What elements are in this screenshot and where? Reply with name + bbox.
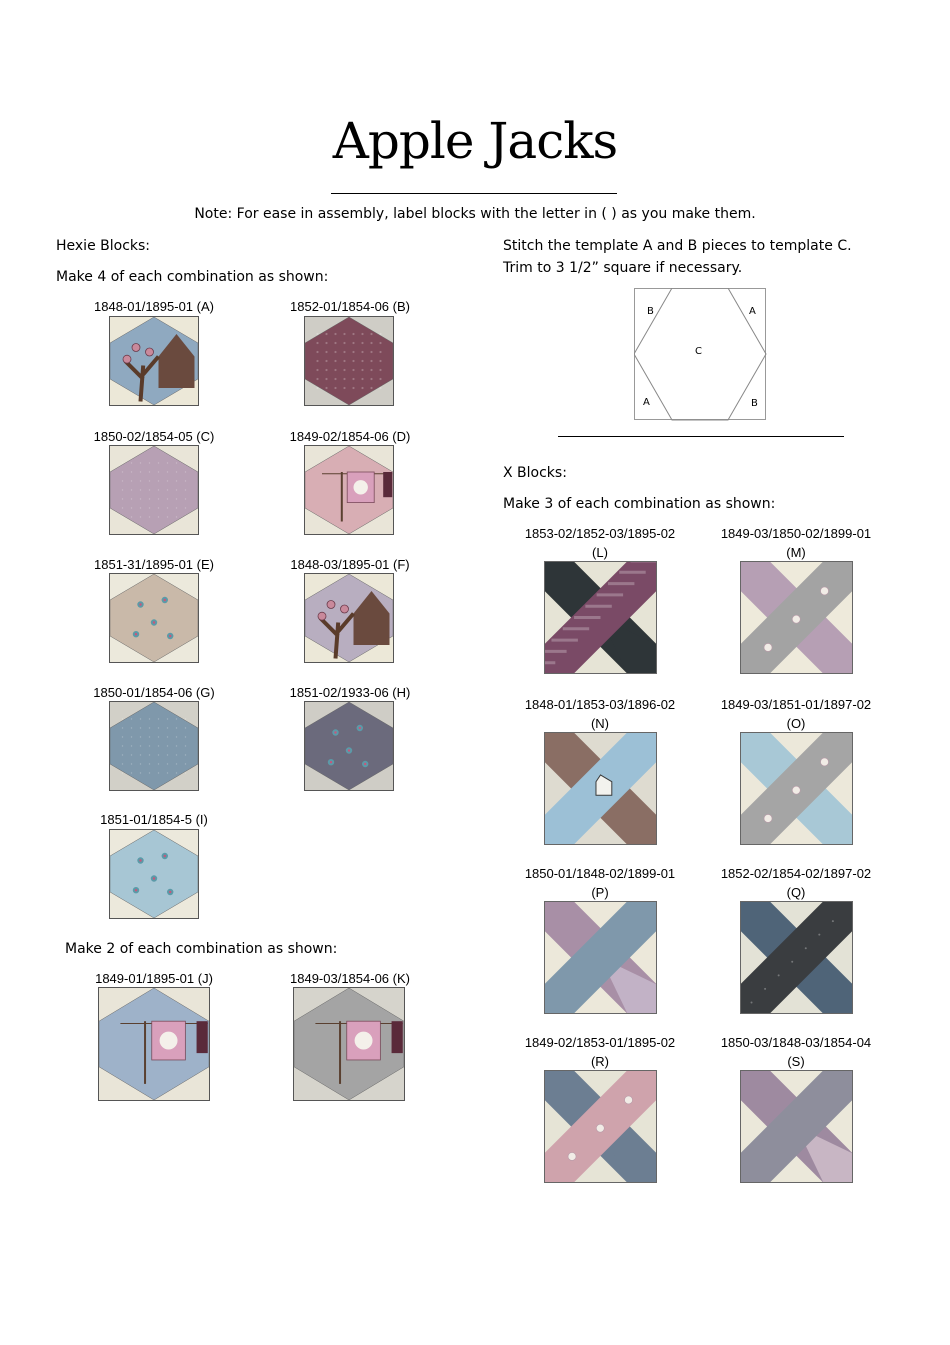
x-label-s	[686, 1033, 906, 1071]
hexie-label-b: 1852-01/1854-06 (B)	[290, 299, 410, 314]
fabric-dot	[140, 507, 141, 508]
x-blocks-heading: X Blocks:	[503, 465, 567, 481]
hexie-block-k	[293, 987, 405, 1101]
flower-center	[169, 635, 171, 637]
fabric-dot	[149, 498, 150, 499]
fabric-dot	[122, 489, 123, 490]
x-code-l: 1853-02/1852-03/1895-02	[524, 526, 676, 541]
fabric-dot	[343, 378, 345, 380]
fabric-dot	[185, 480, 186, 481]
fabric-dot	[167, 498, 168, 499]
hanging-cloth-icon	[197, 1021, 208, 1053]
fabric-dot	[379, 387, 381, 389]
hexie-make4-instruction: Make 4 of each combination as shown:	[56, 269, 329, 285]
hexie-label-g: 1850-01/1854-06 (G)	[93, 685, 215, 700]
fabric-dot	[122, 727, 123, 728]
template-label-top-left: B	[647, 306, 654, 317]
fabric-dot	[149, 471, 150, 472]
x-block-p	[544, 901, 657, 1014]
fabric-dot	[343, 351, 345, 353]
fabric-dot	[131, 480, 132, 481]
fabric-dot	[158, 507, 159, 508]
fabric-dot	[122, 480, 123, 481]
fabric-dot	[325, 369, 327, 371]
fabric-dot	[149, 718, 150, 719]
hexie-label-e: 1851-31/1895-01 (E)	[94, 557, 214, 572]
flower-icon	[596, 1124, 604, 1132]
blossom-icon	[132, 344, 140, 352]
flower-center	[153, 621, 155, 623]
hexie-label-c: 1850-02/1854-05 (C)	[93, 429, 215, 444]
x-label-l	[490, 524, 710, 562]
hanging-cloth-icon	[392, 1021, 403, 1053]
fabric-dot	[158, 718, 159, 719]
hexie-label-h: 1851-02/1933-06 (H)	[289, 685, 411, 700]
template-diagram	[634, 288, 767, 421]
hexie-heading: Hexie Blocks:	[56, 238, 151, 254]
hexie-block-f	[304, 573, 394, 663]
x-block-q	[740, 901, 853, 1014]
fabric-dot	[361, 342, 363, 344]
fabric-dot	[370, 378, 372, 380]
fabric-dot	[791, 961, 793, 963]
hexie-block-h	[304, 701, 394, 791]
x-letter-s: (S)	[787, 1054, 805, 1069]
flower-center	[153, 877, 155, 879]
x-block-l	[544, 561, 657, 674]
flower-center	[334, 731, 336, 733]
fabric-dot	[131, 471, 132, 472]
fabric-dot	[379, 351, 381, 353]
fabric-dot	[361, 378, 363, 380]
fabric-dot	[158, 489, 159, 490]
template-instruction-2: Trim to 3 1/2” square if necessary.	[503, 260, 743, 276]
fabric-dot	[131, 507, 132, 508]
fabric-dot	[370, 387, 372, 389]
fabric-dot	[316, 351, 318, 353]
fabric-dot	[122, 498, 123, 499]
flower-center	[330, 761, 332, 763]
fabric-dot	[140, 754, 141, 755]
hexie-label-j: 1849-01/1895-01 (J)	[95, 971, 213, 986]
flower-center	[135, 633, 137, 635]
fabric-dot	[334, 369, 336, 371]
fabric-dot	[361, 333, 363, 335]
x-label-m	[686, 524, 906, 562]
fabric-dot	[167, 489, 168, 490]
fabric-dot	[167, 745, 168, 746]
fabric-dot	[158, 498, 159, 499]
flower-icon	[764, 643, 772, 651]
fabric-dot	[149, 489, 150, 490]
fabric-dot	[167, 480, 168, 481]
x-block-n	[544, 732, 657, 845]
fabric-dot	[334, 342, 336, 344]
x-letter-l: (L)	[592, 545, 608, 560]
hanging-cloth-icon	[383, 472, 392, 497]
fabric-dot	[131, 754, 132, 755]
fabric-dot	[176, 727, 177, 728]
fabric-dot	[352, 387, 354, 389]
fabric-dot	[122, 462, 123, 463]
fabric-dot	[316, 378, 318, 380]
x-letter-n: (N)	[590, 716, 610, 731]
blossom-icon	[327, 601, 335, 609]
fabric-dot	[176, 480, 177, 481]
x-letter-o: (O)	[786, 716, 806, 731]
template-label-top-right: A	[749, 306, 756, 317]
fabric-dot	[334, 360, 336, 362]
hexie-label-i: 1851-01/1854-5 (I)	[100, 812, 208, 827]
x-label-r	[490, 1033, 710, 1071]
fabric-dot	[176, 718, 177, 719]
fabric-dot	[334, 333, 336, 335]
x-block-s	[740, 1070, 853, 1183]
fabric-dot	[751, 1001, 753, 1003]
fabric-dot	[122, 754, 123, 755]
x-code-o: 1849-03/1851-01/1897-02	[720, 697, 872, 712]
title-underline	[331, 193, 617, 194]
fabric-dot	[334, 351, 336, 353]
fabric-dot	[158, 727, 159, 728]
fabric-dot	[764, 988, 766, 990]
quilt-flower-icon	[355, 1032, 373, 1050]
fabric-dot	[158, 736, 159, 737]
fabric-dot	[379, 369, 381, 371]
fabric-dot	[379, 378, 381, 380]
fabric-dot	[352, 369, 354, 371]
blossom-icon	[318, 612, 326, 620]
fabric-dot	[158, 471, 159, 472]
x-code-n: 1848-01/1853-03/1896-02	[524, 697, 676, 712]
fabric-dot	[316, 360, 318, 362]
fabric-dot	[140, 736, 141, 737]
flower-icon	[764, 814, 772, 822]
fabric-dot	[140, 772, 141, 773]
x-letter-p: (P)	[591, 885, 609, 900]
fabric-dot	[185, 718, 186, 719]
fabric-dot	[176, 763, 177, 764]
hexie-block-a	[109, 316, 199, 406]
fabric-dot	[316, 333, 318, 335]
fabric-dot	[185, 507, 186, 508]
hexie-label-k: 1849-03/1854-06 (K)	[290, 971, 410, 986]
hexie-label-f: 1848-03/1895-01 (F)	[290, 557, 410, 572]
hexie-block-i	[109, 829, 199, 919]
x-label-q	[686, 864, 906, 902]
flower-center	[348, 749, 350, 751]
fabric-dot	[149, 480, 150, 481]
fabric-dot	[334, 387, 336, 389]
fabric-dot	[176, 754, 177, 755]
fabric-dot	[352, 333, 354, 335]
hexie-block-b	[304, 316, 394, 406]
fabric-dot	[379, 360, 381, 362]
fabric-dot	[370, 360, 372, 362]
fabric-dot	[140, 718, 141, 719]
flower-center	[139, 859, 141, 861]
fabric-dot	[818, 934, 820, 936]
hexie-label-d: 1849-02/1854-06 (D)	[289, 429, 411, 444]
fabric-dot	[122, 745, 123, 746]
flower-center	[364, 763, 366, 765]
fabric-dot	[122, 718, 123, 719]
fabric-dot	[149, 763, 150, 764]
hexie-block-j	[98, 987, 210, 1101]
flower-icon	[792, 615, 800, 623]
fabric-dot	[176, 507, 177, 508]
fabric-dot	[167, 516, 168, 517]
fabric-dot	[370, 342, 372, 344]
fabric-dot	[325, 342, 327, 344]
fabric-dot	[158, 480, 159, 481]
fabric-dot	[316, 342, 318, 344]
fabric-dot	[131, 489, 132, 490]
fabric-dot	[140, 498, 141, 499]
fabric-dot	[131, 498, 132, 499]
fabric-dot	[131, 736, 132, 737]
fabric-dot	[167, 727, 168, 728]
x-block-o	[740, 732, 853, 845]
fabric-dot	[167, 772, 168, 773]
fabric-dot	[140, 471, 141, 472]
fabric-dot	[176, 772, 177, 773]
hexie-block-e	[109, 573, 199, 663]
fabric-dot	[176, 745, 177, 746]
fabric-dot	[158, 763, 159, 764]
fabric-dot	[325, 351, 327, 353]
flower-icon	[568, 1152, 576, 1160]
fabric-dot	[352, 360, 354, 362]
fabric-dot	[352, 378, 354, 380]
fabric-dot	[140, 516, 141, 517]
fabric-dot	[370, 333, 372, 335]
fabric-dot	[325, 360, 327, 362]
hexie-make2-instruction: Make 2 of each combination as shown:	[65, 941, 338, 957]
fabric-dot	[167, 763, 168, 764]
hexie-block-c	[109, 445, 199, 535]
fabric-dot	[167, 736, 168, 737]
x-letter-r: (R)	[590, 1054, 610, 1069]
x-blocks-make3-instruction: Make 3 of each combination as shown:	[503, 496, 776, 512]
fabric-dot	[176, 516, 177, 517]
fabric-dot	[370, 351, 372, 353]
fabric-dot	[122, 772, 123, 773]
fabric-dot	[185, 498, 186, 499]
fabric-dot	[325, 333, 327, 335]
template-label-bottom-left: A	[643, 397, 650, 408]
fabric-dot	[167, 462, 168, 463]
hexie-block-d	[304, 445, 394, 535]
fabric-dot	[343, 342, 345, 344]
fabric-dot	[149, 516, 150, 517]
fabric-dot	[185, 745, 186, 746]
fabric-dot	[122, 507, 123, 508]
blossom-icon	[123, 355, 131, 363]
fabric-dot	[158, 516, 159, 517]
flower-center	[164, 855, 166, 857]
hexie-label-a: 1848-01/1895-01 (A)	[94, 299, 214, 314]
flower-center	[164, 599, 166, 601]
fabric-dot	[379, 342, 381, 344]
fabric-dot	[778, 974, 780, 976]
fabric-dot	[167, 754, 168, 755]
fabric-dot	[370, 369, 372, 371]
x-code-p: 1850-01/1848-02/1899-01	[524, 866, 676, 881]
fabric-dot	[361, 360, 363, 362]
fabric-dot	[185, 471, 186, 472]
x-label-n	[490, 695, 710, 733]
x-label-p	[490, 864, 710, 902]
fabric-dot	[343, 360, 345, 362]
fabric-dot	[352, 351, 354, 353]
fabric-dot	[176, 736, 177, 737]
fabric-dot	[176, 462, 177, 463]
fabric-dot	[185, 763, 186, 764]
fabric-dot	[149, 727, 150, 728]
fabric-dot	[334, 378, 336, 380]
fabric-dot	[185, 516, 186, 517]
flower-icon	[625, 1096, 633, 1104]
fabric-dot	[158, 754, 159, 755]
x-block-r	[544, 1070, 657, 1183]
fabric-dot	[131, 516, 132, 517]
fabric-dot	[343, 369, 345, 371]
flower-center	[169, 891, 171, 893]
fabric-dot	[140, 489, 141, 490]
blossom-icon	[146, 348, 154, 356]
page-title: Apple Jacks	[332, 112, 618, 170]
flower-icon	[792, 786, 800, 794]
flower-icon	[821, 587, 829, 595]
fabric-dot	[140, 462, 141, 463]
x-block-m	[740, 561, 853, 674]
fabric-dot	[176, 489, 177, 490]
x-code-s: 1850-03/1848-03/1854-04	[720, 1035, 872, 1050]
x-code-r: 1849-02/1853-01/1895-02	[524, 1035, 676, 1050]
fabric-dot	[158, 462, 159, 463]
fabric-dot	[140, 763, 141, 764]
fabric-dot	[325, 378, 327, 380]
fabric-dot	[167, 507, 168, 508]
fabric-dot	[361, 369, 363, 371]
section-divider	[558, 436, 844, 437]
flower-center	[139, 603, 141, 605]
flower-center	[359, 727, 361, 729]
fabric-dot	[805, 947, 807, 949]
fabric-dot	[361, 387, 363, 389]
fabric-dot	[352, 342, 354, 344]
fabric-dot	[122, 471, 123, 472]
template-label-center: C	[695, 346, 702, 357]
fabric-dot	[832, 920, 834, 922]
x-letter-q: (Q)	[786, 885, 806, 900]
flower-center	[135, 889, 137, 891]
fabric-dot	[185, 727, 186, 728]
fabric-dot	[325, 387, 327, 389]
fabric-dot	[149, 507, 150, 508]
fabric-dot	[167, 471, 168, 472]
fabric-dot	[158, 772, 159, 773]
fabric-dot	[316, 387, 318, 389]
hexie-block-g	[109, 701, 199, 791]
template-label-bottom-right: B	[751, 398, 758, 409]
fabric-dot	[185, 462, 186, 463]
fabric-dot	[185, 736, 186, 737]
fabric-dot	[149, 745, 150, 746]
fabric-dot	[131, 727, 132, 728]
fabric-dot	[343, 333, 345, 335]
blossom-icon	[341, 605, 349, 613]
fabric-dot	[131, 772, 132, 773]
fabric-dot	[149, 736, 150, 737]
fabric-dot	[149, 772, 150, 773]
fabric-dot	[176, 498, 177, 499]
fabric-dot	[149, 754, 150, 755]
fabric-dot	[131, 745, 132, 746]
fabric-dot	[122, 763, 123, 764]
x-label-o	[686, 695, 906, 733]
template-instruction-1: Stitch the template A and B pieces to template C.	[503, 238, 852, 254]
quilt-flower-icon	[354, 480, 368, 494]
assembly-note: Note: For ease in assembly, label blocks with the letter in ( ) as you make them.	[194, 206, 756, 222]
fabric-dot	[316, 369, 318, 371]
fabric-dot	[185, 754, 186, 755]
fabric-dot	[379, 333, 381, 335]
fabric-dot	[361, 351, 363, 353]
fabric-dot	[176, 471, 177, 472]
fabric-dot	[158, 745, 159, 746]
fabric-dot	[185, 772, 186, 773]
fabric-dot	[149, 462, 150, 463]
fabric-dot	[131, 718, 132, 719]
fabric-dot	[122, 736, 123, 737]
fabric-dot	[122, 516, 123, 517]
x-code-q: 1852-02/1854-02/1897-02	[720, 866, 872, 881]
fabric-dot	[131, 763, 132, 764]
x-code-m: 1849-03/1850-02/1899-01	[720, 526, 872, 541]
fabric-dot	[343, 387, 345, 389]
fabric-dot	[185, 489, 186, 490]
fabric-dot	[140, 727, 141, 728]
fabric-dot	[167, 718, 168, 719]
x-letter-m: (M)	[786, 545, 806, 560]
quilt-flower-icon	[160, 1032, 178, 1050]
flower-icon	[821, 758, 829, 766]
fabric-dot	[131, 462, 132, 463]
fabric-dot	[140, 480, 141, 481]
fabric-dot	[140, 745, 141, 746]
